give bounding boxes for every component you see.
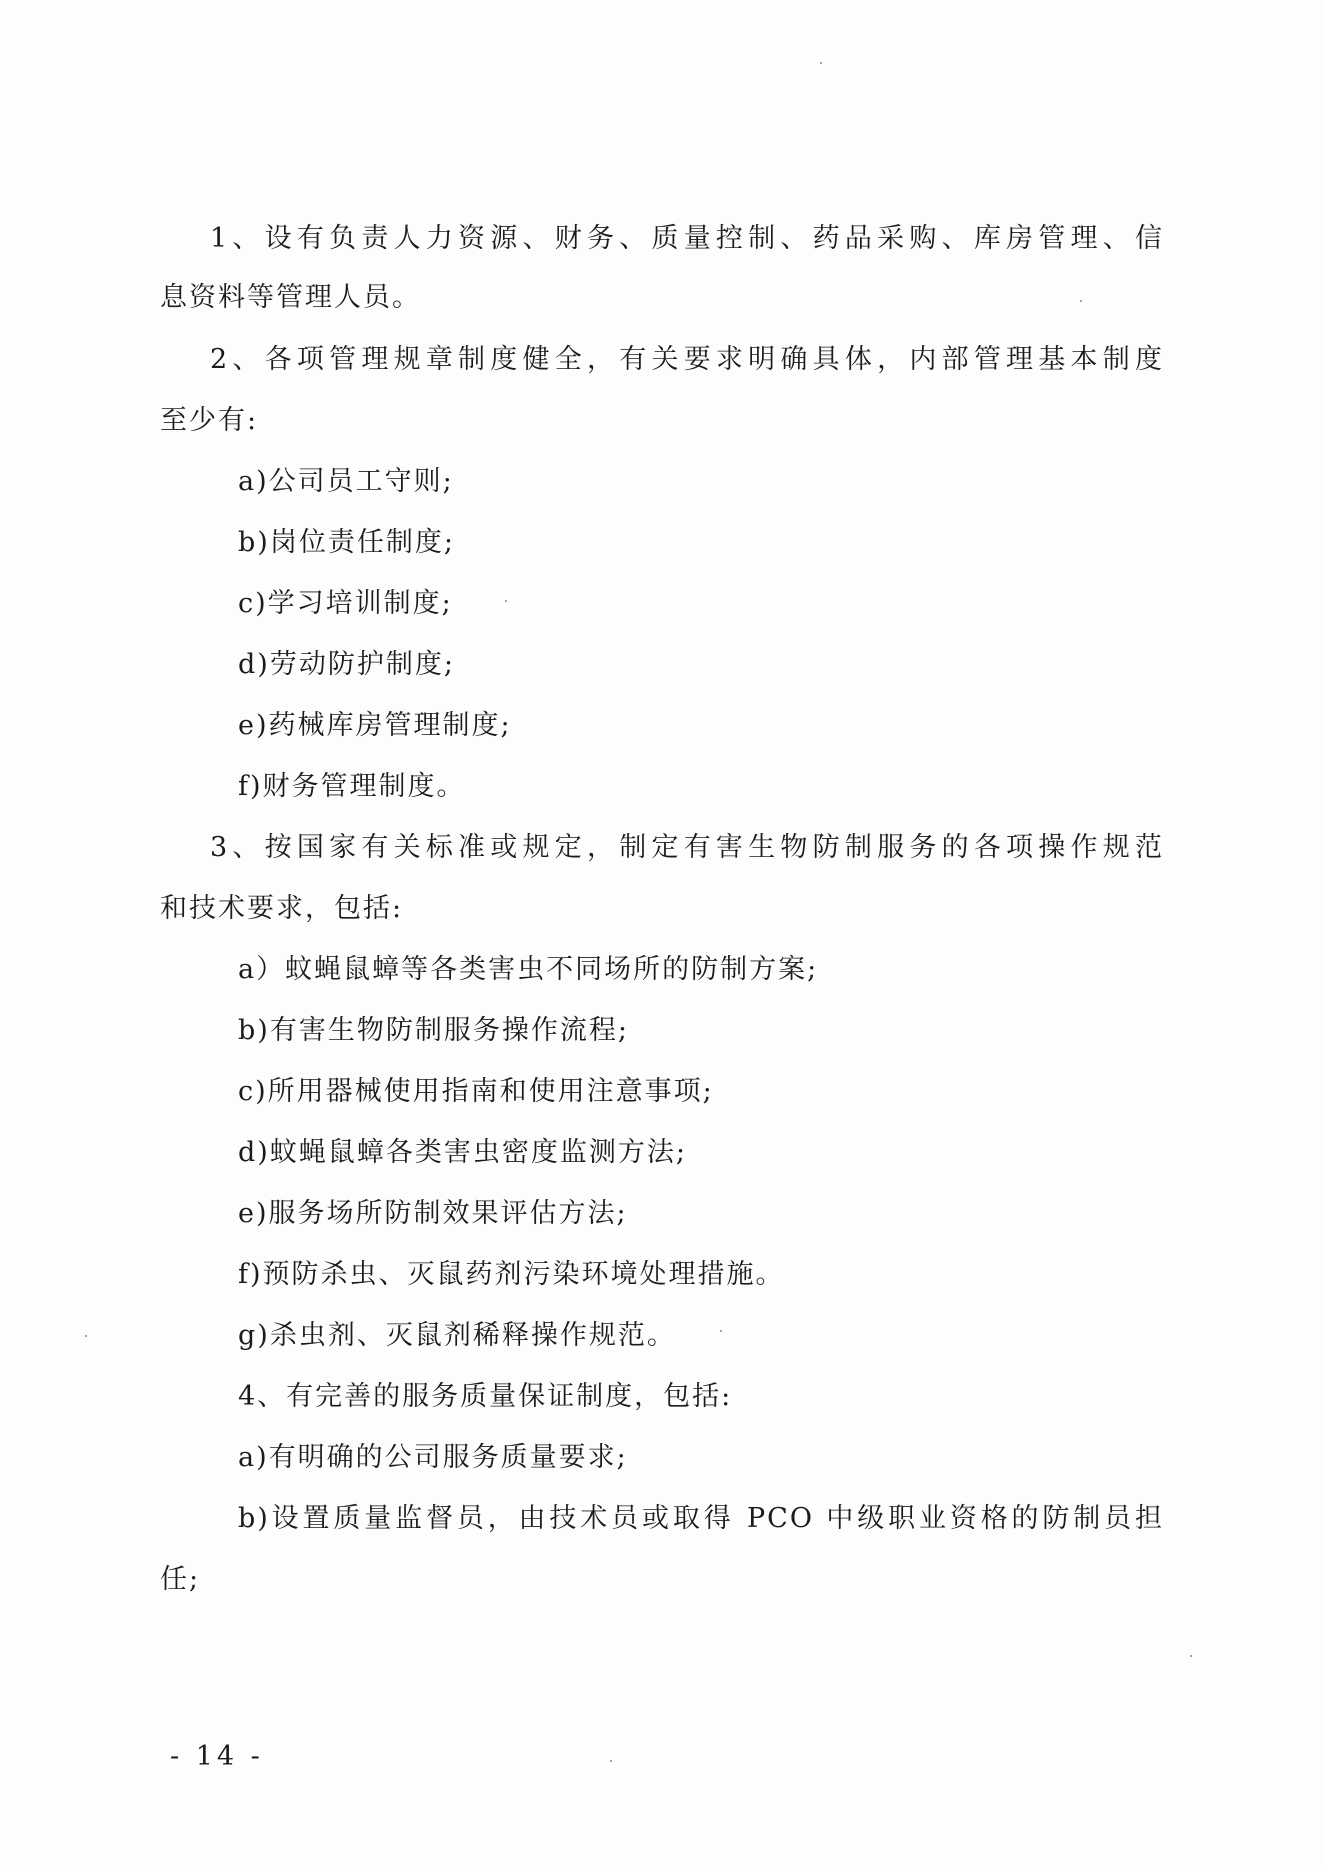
text-line: 任; (160, 1564, 201, 1595)
scan-speck (610, 1760, 612, 1762)
scan-speck (820, 62, 822, 64)
scan-speck (720, 1330, 722, 1332)
list-item: b)设置质量监督员，由技术员或取得 PCO 中级职业资格的防制员担 (238, 1503, 1164, 1534)
scan-speck (505, 600, 507, 602)
list-item: d)蚊蝇鼠蟑各类害虫密度监测方法; (238, 1137, 687, 1168)
list-item: b)岗位责任制度; (238, 527, 455, 558)
scan-speck (1080, 300, 1082, 302)
list-item: d)劳动防护制度; (238, 649, 455, 680)
list-item: c)学习培训制度; (238, 588, 453, 619)
list-item: f)财务管理制度。 (238, 771, 466, 802)
list-item: c)所用器械使用指南和使用注意事项; (238, 1076, 714, 1107)
text-line: 2、各项管理规章制度健全，有关要求明确具体，内部管理基本制度 (210, 344, 1164, 375)
list-item: a）蚊蝇鼠蟑等各类害虫不同场所的防制方案; (238, 954, 819, 985)
text-line: 息资料等管理人员。 (160, 282, 421, 313)
text-line: 3、按国家有关标准或规定，制定有害生物防制服务的各项操作规范 (210, 832, 1164, 863)
list-item: f)预防杀虫、灭鼠药剂污染环境处理措施。 (238, 1259, 785, 1290)
text-line: 1、设有负责人力资源、财务、质量控制、药品采购、库房管理、信 (210, 223, 1164, 254)
list-item: g)杀虫剂、灭鼠剂稀释操作规范。 (238, 1320, 676, 1351)
list-item: a)公司员工守则; (238, 466, 454, 497)
scan-speck (1190, 1655, 1192, 1657)
list-item: e)药械库房管理制度; (238, 710, 512, 741)
list-item: b)有害生物防制服务操作流程; (238, 1015, 629, 1046)
text-line: 和技术要求，包括: (160, 893, 404, 924)
scan-speck (85, 1335, 87, 1337)
page-number: - 14 - (170, 1741, 264, 1772)
text-line: 至少有: (160, 405, 259, 436)
list-item: e)服务场所防制效果评估方法; (238, 1198, 628, 1229)
text-line: 4、有完善的服务质量保证制度，包括: (238, 1381, 733, 1412)
list-item: a)有明确的公司服务质量要求; (238, 1442, 628, 1473)
